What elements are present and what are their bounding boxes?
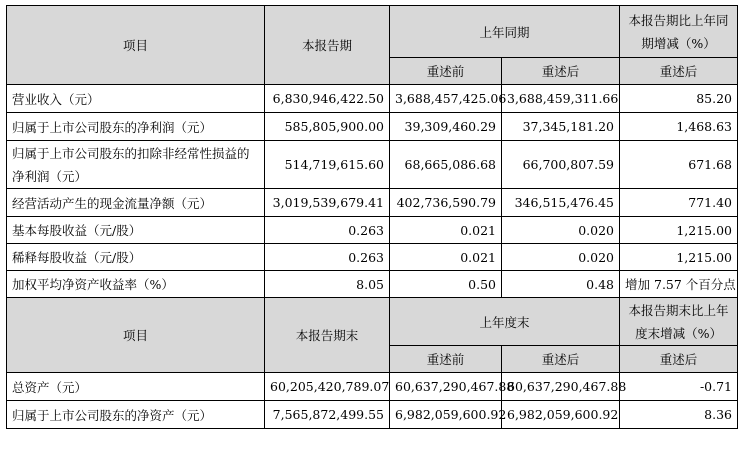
after-value: 66,700,807.59 (502, 141, 620, 189)
row-label: 稀释每股收益（元/股） (7, 244, 265, 271)
after-value: 37,345,181.20 (502, 113, 620, 141)
table-row (7, 141, 738, 189)
before-restatement-header: 重述前 (390, 58, 502, 85)
row-label: 归属于上市公司股东的扣除非经常性损益的净利润（元） (7, 141, 265, 189)
current-value: 8.05 (265, 271, 390, 298)
financial-summary-table (6, 5, 738, 429)
table-row (7, 85, 738, 113)
change-value: 1,468.63 (620, 113, 738, 141)
change-value: -0.71 (620, 373, 738, 401)
before-restatement-header: 重述前 (390, 346, 502, 373)
row-label: 总资产（元） (7, 373, 265, 401)
after-value: 0.48 (502, 271, 620, 298)
period-end-header: 本报告期末 (265, 298, 390, 373)
header-row (7, 6, 738, 58)
current-value: 585,805,900.00 (265, 113, 390, 141)
change-value: 671.68 (620, 141, 738, 189)
table-row (7, 401, 738, 429)
before-value: 402,736,590.79 (390, 189, 502, 217)
header-row (7, 298, 738, 346)
before-value: 0.021 (390, 217, 502, 244)
table-row (7, 189, 738, 217)
table-row (7, 373, 738, 401)
change-after-restatement-header: 重述后 (620, 346, 738, 373)
current-value: 3,019,539,679.41 (265, 189, 390, 217)
prior-year-end-header: 上年度末 (390, 298, 620, 346)
after-value: 3,688,459,311.66 (502, 85, 620, 113)
current-value: 7,565,872,499.55 (265, 401, 390, 429)
current-value: 514,719,615.60 (265, 141, 390, 189)
table-row (7, 217, 738, 244)
before-value: 3,688,457,425.06 (390, 85, 502, 113)
after-value: 0.020 (502, 244, 620, 271)
change-value: 1,215.00 (620, 244, 738, 271)
table-row (7, 271, 738, 298)
yoy-change-header: 本报告期比上年同期增减（%） (620, 6, 738, 58)
change-value: 8.36 (620, 401, 738, 429)
row-label: 基本每股收益（元/股） (7, 217, 265, 244)
current-value: 60,205,420,789.07 (265, 373, 390, 401)
change-value: 771.40 (620, 189, 738, 217)
change-value: 85.20 (620, 85, 738, 113)
row-label: 归属于上市公司股东的净利润（元） (7, 113, 265, 141)
before-value: 0.50 (390, 271, 502, 298)
period-end-change-header: 本报告期末比上年度末增减（%） (620, 298, 738, 346)
row-label: 经营活动产生的现金流量净额（元） (7, 189, 265, 217)
after-restatement-header: 重述后 (502, 58, 620, 85)
current-value: 0.263 (265, 217, 390, 244)
before-value: 6,982,059,600.92 (390, 401, 502, 429)
after-value: 0.020 (502, 217, 620, 244)
row-label: 归属于上市公司股东的净资产（元） (7, 401, 265, 429)
change-value: 1,215.00 (620, 217, 738, 244)
item-header: 项目 (7, 6, 265, 85)
before-value: 0.021 (390, 244, 502, 271)
before-value: 60,637,290,467.88 (390, 373, 502, 401)
change-value: 增加 7.57 个百分点 (620, 271, 738, 298)
row-label: 加权平均净资产收益率（%） (7, 271, 265, 298)
before-value: 68,665,086.68 (390, 141, 502, 189)
before-value: 39,309,460.29 (390, 113, 502, 141)
after-restatement-header: 重述后 (502, 346, 620, 373)
change-after-restatement-header: 重述后 (620, 58, 738, 85)
current-value: 0.263 (265, 244, 390, 271)
prior-period-header: 上年同期 (390, 6, 620, 58)
after-value: 60,637,290,467.88 (502, 373, 620, 401)
item-header: 项目 (7, 298, 265, 373)
row-label: 营业收入（元） (7, 85, 265, 113)
after-value: 346,515,476.45 (502, 189, 620, 217)
current-period-header: 本报告期 (265, 6, 390, 85)
table-row (7, 113, 738, 141)
current-value: 6,830,946,422.50 (265, 85, 390, 113)
after-value: 6,982,059,600.92 (502, 401, 620, 429)
table-row (7, 244, 738, 271)
